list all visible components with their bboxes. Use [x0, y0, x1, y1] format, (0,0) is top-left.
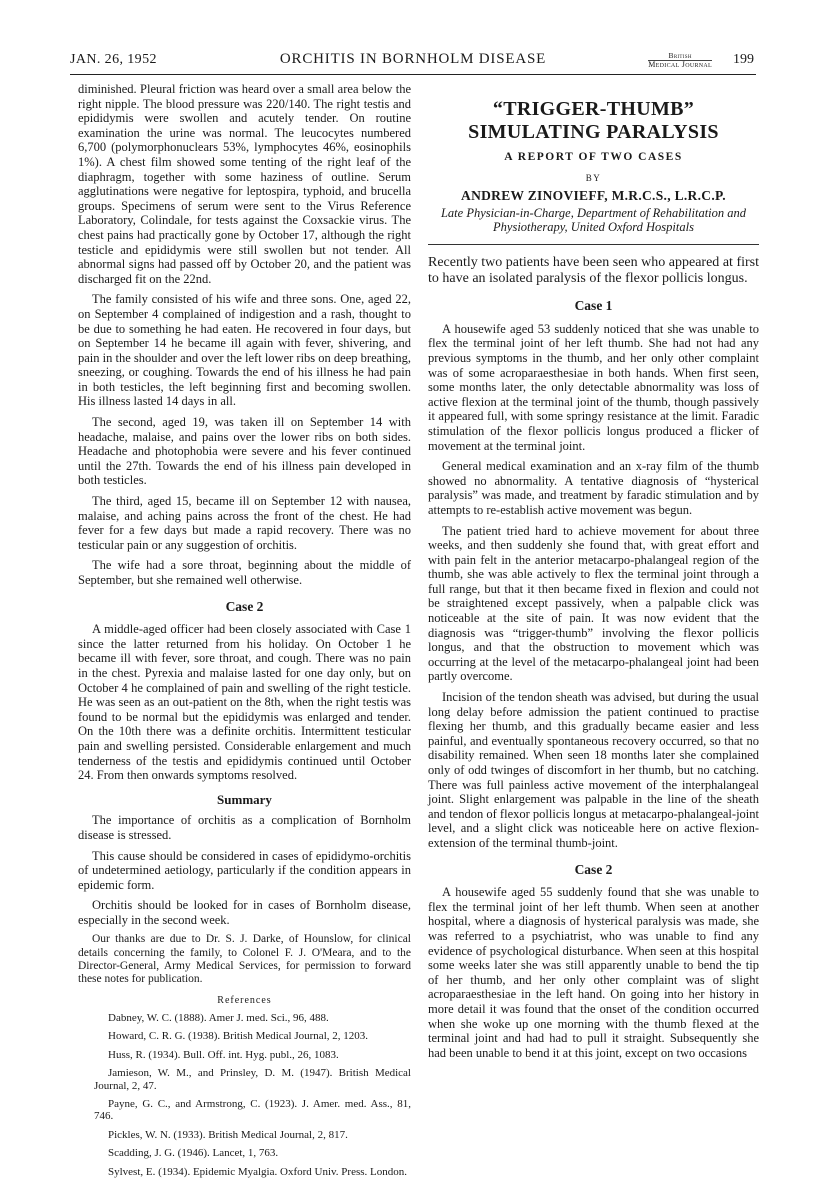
references-heading: References [217, 995, 272, 1007]
journal-name-line2: Medical Journal [648, 60, 712, 69]
paragraph: The family consisted of his wife and three sons. One, aged 22, on September 4 complained of indigestion and a rash, thought to be due to something he had eaten. He recovered in four days, but on September 14 he became ill again with fever, shivering, and pain in the shoulder and over the left lower ribs on deep breathing, sneezing, or coughing. Towards the end of his illness he had pain in both testicles, the left beginning first and becoming swollen. His illness lasted 14 days in all. [78, 292, 411, 409]
running-title: ORCHITIS IN BORNHOLM DISEASE [279, 51, 547, 67]
case2-heading-right: Case 2 [574, 861, 613, 877]
summary-item: Orchitis should be looked for in cases of Bornholm disease, especially in the second week. [78, 898, 411, 927]
summary-item: This cause should be considered in cases of epididymo-orchitis of undetermined aetiology, particularly if the condition appears in epidemic form. [78, 848, 411, 892]
reference-item: Payne, G. C., and Armstrong, C. (1923). J. Amer. med. Ass., 81, 746. [94, 1097, 411, 1123]
paragraph: The wife had a sore throat, beginning about the middle of September, but she remained well otherwise. [78, 558, 411, 587]
reference-item: Sylvest, E. (1934). Epidemic Myalgia. Oxford Univ. Press. London. [108, 1165, 407, 1178]
left-column [78, 82, 411, 1184]
issue-date: JAN. 26, 1952 [70, 52, 157, 67]
page-number: 199 [733, 52, 754, 67]
paragraph: Incision of the tendon sheath was advised, but during the usual long delay before admission the patient continued to practise flexing her thumb, and this gradually became easier and less painful, and eventually spontaneous recovery occurred, so that no disability remained. When seen 18 months later she complained only of odd twinges of discomfort in her thumb, but no catching. There was full painless active movement of the interphalangeal joint. Slight enlargement was palpable in the line of the sheath and tendon of flexor pollicis longus at metacarpo-phalangeal-joint level, and a slight click was noticeable here on active flexion-extension of the terminal thumb-joint. [428, 690, 759, 850]
case2-heading-left: Case 2 [225, 598, 264, 614]
paragraph: The second, aged 19, was taken ill on September 14 with headache, malaise, and pains over the lower ribs on both sides. Headache and photophobia were severe and his fever continued until the 27th. Towards the end of his illness pain developed in both testicles. [78, 415, 411, 488]
paragraph: The third, aged 15, became ill on September 12 with nausea, malaise, and aching pains across the front of the chest. He had fever for a few days but made a rapid recovery. There was no testicular pain or any suggestion of orchitis. [78, 494, 411, 552]
page-header [70, 48, 756, 75]
case1-heading: Case 1 [574, 298, 613, 314]
reference-item: Howard, C. R. G. (1938). British Medical Journal, 2, 1203. [108, 1030, 368, 1043]
intro-paragraph: Recently two patients have been seen who appeared at first to have an isolated paralysis of the flexor pollicis longus. [428, 254, 759, 286]
article-subtitle: A REPORT OF TWO CASES [504, 151, 683, 163]
reference-item: Scadding, J. G. (1946). Lancet, 1, 763. [108, 1147, 279, 1160]
divider [428, 244, 759, 245]
journal-name-line1: British [668, 51, 692, 60]
right-column [428, 82, 759, 1066]
reference-item: Jamieson, W. M., and Prinsley, D. M. (1947). British Medical Journal, 2, 47. [94, 1067, 411, 1092]
journal-name [648, 52, 712, 69]
acknowledgements: Our thanks are due to Dr. S. J. Darke, of Hounslow, for clinical details concerning the family, to Colonel F. J. O'Meara, and to the Director-General, Army Medical Services, for permission to forward these notes for publication. [78, 933, 411, 986]
paragraph: A housewife aged 55 suddenly found that she was unable to flex the terminal joint of her left thumb. When seen at another hospital, where a diagnosis of hysterical paralysis was made, she was referred to a psychiatrist, who was unable to find any evidence of psychological disturbance. When seen at this hospital some weeks later she was still apparently unable to bend the tip of her thumb, and her only other complaint was of slight acroparaesthesiae in the left hand. On going into her history in more detail it was found that the onset of the condition occurred when she woke up one morning with the thumb flexed at the terminal joint and had had to pull it straight. Subsequently she had been unable to bend it at this joint, except on two occasions [428, 885, 759, 1060]
byline-by: BY [585, 172, 602, 183]
paragraph: diminished. Pleural friction was heard over a small area below the right nipple. The blood pressure was 220/140. The right testis and epididymis were swollen and acutely tender. On routine examination the urine was normal. The leucocytes numbered 6,700 (polymorphonuclears 53%, lymphocytes 46%, eosinophils 1%). A chest film showed some tenting of the right leaf of the diaphragm, together with some haziness of outline. Serum agglutinations were negative for leptospira, typhoid, and brucella groups. Specimens of serum were sent to the Virus Reference Laboratory, Colindale, for tests against the Coxsackie virus. The chest pains had practically gone by October 17, although the right testicle and epididymis were still swollen but not tender. All abnormal signs had passed off by October 20, and the patient was discharged fit on the 22nd. [78, 82, 411, 286]
paragraph: A housewife aged 53 suddenly noticed that she was unable to flex the terminal joint of her left thumb. She had not had any previous symptoms in the thumb, and her only other complaint was of some acroparaesthesiae in both hands. When first seen, some months later, the only detectable abnormality was loss of active flexion at the terminal joint of the thumb, though passively it appeared full, with some springy resistance at the limit. Faradic stimulation of the flexor pollicis longus produced a flicker of movement at the terminal joint. [428, 321, 759, 453]
reference-item: Dabney, W. C. (1888). Amer J. med. Sci., 96, 488. [108, 1011, 329, 1024]
article-title: “TRIGGER-THUMB” SIMULATING PARALYSIS [468, 98, 719, 143]
paragraph: The patient tried hard to achieve movement for about three weeks, and then suddenly she found that, with great effort and with pain felt in the anterior metacarpo-phalangeal region of the thumb, she was able actively to flex the terminal joint through a full range, but that it then became fixed in flexion and could not be straightened except passively, when a palpable click was noticeable at the site of pain. It was now evident that the diagnosis was “trigger-thumb” involving the flexor pollicis longus, and that the obstruction to movement which was occurring at the level of the metacarpo-phalangeal joint had been partly overcome. [428, 523, 759, 684]
paragraph: A middle-aged officer had been closely associated with Case 1 since the latter returned from his holiday. On October 1 he became ill with fever, sore throat, and cough. There was no pain in the chest. Pyrexia and malaise lasted for one day only, but on October 4 he complained of pain and swelling of the right testicle. He was seen as an out-patient on the 8th, when the right testis was found to be normal but the epididymis was enlarged and tender. On the 10th there was a definite orchitis. Intermittent testicular pain and swelling persisted. Considerable enlargement and much tenderness of the testis and epididymis continued until October 24. From then onwards symptoms resolved. [78, 622, 411, 783]
author-name: ANDREW ZINOVIEFF, M.R.C.S., L.R.C.P. [461, 188, 726, 204]
summary-heading: Summary [217, 791, 272, 807]
author-affiliation: Late Physician-in-Charge, Department of Rehabilitation and Physiotherapy, United Oxford Hospitals [440, 205, 747, 234]
reference-item: Huss, R. (1934). Bull. Off. int. Hyg. publ., 26, 1083. [108, 1048, 339, 1061]
summary-item: The importance of orchitis as a complication of Bornholm disease is stressed. [78, 813, 411, 842]
reference-item: Pickles, W. N. (1933). British Medical Journal, 2, 817. [108, 1128, 348, 1141]
paragraph: General medical examination and an x-ray film of the thumb showed no abnormality. A tentative diagnosis of “hysterical paralysis” was made, and treatment by faradic stimulation and by attempts to re-establish active movement was begun. [428, 459, 759, 517]
